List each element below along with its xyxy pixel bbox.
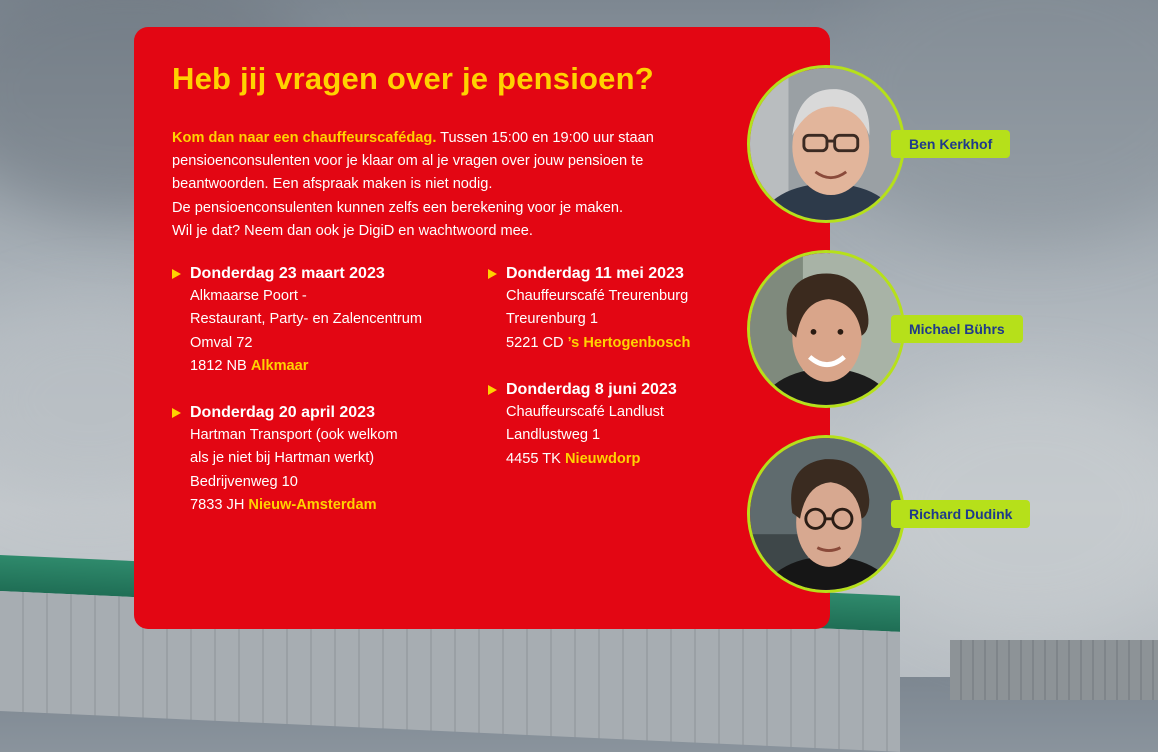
consultant-photo-ben-kerkhof — [747, 65, 905, 223]
event-address-line: Chauffeurscafé Treurenburg — [506, 288, 689, 305]
page-title: Heb jij vragen over je pensioen? — [172, 61, 654, 96]
intro-line — [172, 127, 712, 150]
event-address-line: Restaurant, Party- en Zalencentrum — [190, 311, 422, 328]
event-address-line: Hartman Transport (ook welkom — [190, 427, 398, 444]
event-date: Donderdag 8 juni 2023 — [506, 381, 677, 398]
event-city: Nieuwdorp — [564, 450, 641, 467]
event-item — [190, 401, 398, 517]
event-postcode: 4455 TK — [506, 450, 565, 467]
arrow-right-icon — [172, 269, 181, 279]
event-postcode-line — [190, 355, 422, 378]
arrow-right-icon — [172, 408, 181, 418]
event-item — [190, 262, 422, 378]
consultant-photo-richard-dudink — [747, 435, 905, 593]
portrait-image — [750, 68, 902, 220]
intro-line: De pensioenconsulenten kunnen zelfs een berekening voor je maken. — [172, 199, 624, 216]
event-city: Alkmaar — [250, 357, 309, 374]
intro-text-part: Tussen 15:00 en 19:00 uur staan — [436, 130, 654, 146]
event-address-line: Chauffeurscafé Landlust — [506, 404, 664, 421]
event-postcode: 7833 JH — [190, 496, 249, 513]
consultant-name-tag: Michael Bührs — [891, 315, 1023, 343]
consultant-photo-michael-buhrs — [747, 250, 905, 408]
portrait-image — [750, 438, 902, 590]
arrow-right-icon — [488, 269, 497, 279]
intro-line: Wil je dat? Neem dan ook je DigiD en wachtwoord mee. — [172, 222, 533, 239]
event-postcode: 1812 NB — [190, 357, 251, 374]
event-date: Donderdag 11 mei 2023 — [506, 265, 684, 282]
event-postcode-line — [190, 494, 398, 517]
info-card — [134, 27, 830, 629]
portrait-image — [750, 253, 902, 405]
event-item — [506, 378, 677, 471]
event-address-line: Bedrijvenweg 10 — [190, 473, 298, 490]
event-address-line: als je niet bij Hartman werkt) — [190, 450, 375, 467]
intro-lead: Kom dan naar een chauffeurscafédag. — [172, 130, 437, 146]
event-address-line: Landlustweg 1 — [506, 427, 601, 444]
event-postcode-line — [506, 448, 677, 471]
building-background-right — [950, 640, 1158, 700]
arrow-right-icon — [488, 385, 497, 395]
intro-text — [172, 127, 712, 243]
event-city: Nieuw-Amsterdam — [248, 496, 377, 513]
event-city: ’s Hertogenbosch — [567, 334, 691, 351]
intro-line: pensioenconsulenten voor je klaar om al je vragen over jouw pensioen te — [172, 153, 644, 170]
event-address-line: Alkmaarse Poort - — [190, 288, 307, 305]
event-item — [506, 262, 690, 355]
event-address-line: Omval 72 — [190, 334, 253, 351]
event-postcode-line — [506, 332, 690, 355]
event-date: Donderdag 20 april 2023 — [190, 404, 375, 421]
event-postcode: 5221 CD — [506, 334, 568, 351]
consultant-name-tag: Ben Kerkhof — [891, 130, 1010, 158]
event-date: Donderdag 23 maart 2023 — [190, 265, 385, 282]
event-address-line: Treurenburg 1 — [506, 311, 598, 328]
intro-line: beantwoorden. Een afspraak maken is niet nodig. — [172, 176, 493, 193]
consultant-name-tag: Richard Dudink — [891, 500, 1030, 528]
